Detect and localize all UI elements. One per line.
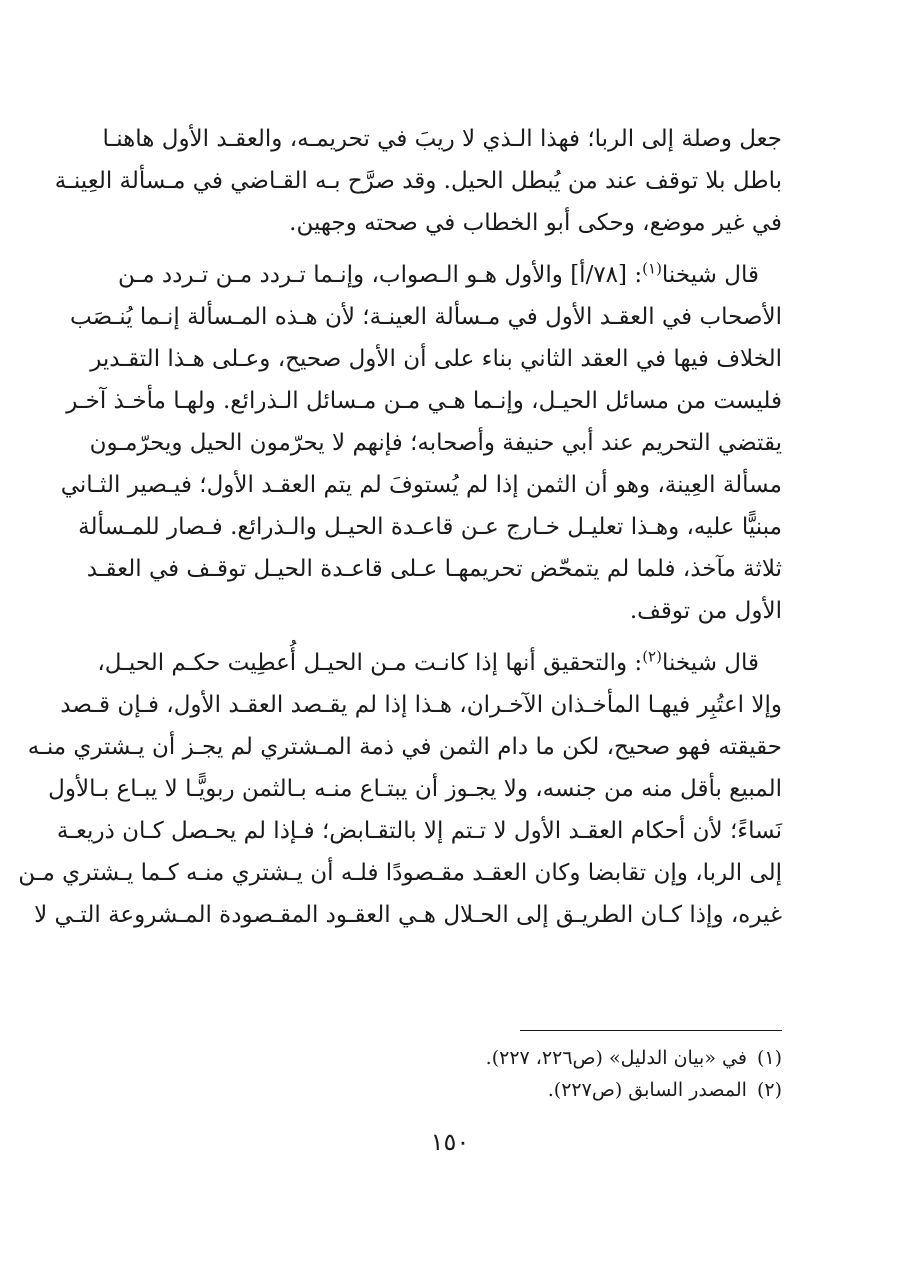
text-line: جعل وصلة إلى الربا؛ فهذا الـذي لا ريبَ في تحريمـه، والعقـد الأول هاهنـا <box>102 126 782 152</box>
paragraph-lead: قال شيخنا <box>661 262 760 288</box>
text-line: حقيقته فهو صحيح، لكن ما دام الثمن في ذمة المـشتري لم يجـز أن يـشتري منـه <box>27 734 782 760</box>
footnote-separator <box>520 1030 782 1031</box>
footnote-number: (٢) <box>756 1079 782 1101</box>
footnote-text: المصدر السابق (ص٢٢٧). <box>547 1079 747 1101</box>
footnote-number: (١) <box>756 1047 782 1069</box>
text-line: ثلاثة مآخذ، فلما لم يتمحّض تحريمهـا عـلى قاعـدة الحيـل توقـف في العقـد <box>86 556 782 582</box>
paragraph-1 <box>54 118 782 244</box>
text-line: الأول من توقف. <box>629 598 782 624</box>
text-line: فليست من مسائل الحيـل، وإنـما هـي مـن مـسائل الـذرائع. ولهـا مأخـذ آخـر <box>66 388 782 414</box>
text-line: الأصحاب في العقـد الأول في مـسألة العينـة؛ لأن هـذه المـسألة إنـما يُنـصَب <box>70 304 782 330</box>
paragraph-lead: قال شيخنا <box>661 650 759 676</box>
footnote-text: في «بيان الدليل» (ص٢٢٦، ٢٢٧). <box>485 1047 747 1069</box>
text-line-first <box>97 642 782 684</box>
text-line-first <box>118 254 782 296</box>
paragraph-lead-rest: : [٧٨/أ] والأول هـو الـصواب، وإنـما تـردد مـن تـردد مـن <box>118 262 643 288</box>
text-line: يقتضي التحريم عند أبي حنيفة وأصحابه؛ فإنهم لا يحرّمون الحيل ويحرّمـون <box>89 430 782 456</box>
footnote-1 <box>118 1042 782 1074</box>
footnotes <box>118 1042 782 1106</box>
text-line: نَساءً؛ لأن أحكام العقـد الأول لا تـتم إلا بالتقـابض؛ فـإذا لم يحـصل كـان ذريعـة <box>56 818 782 844</box>
page-body <box>18 118 782 936</box>
text-line: غيره، وإذا كـان الطريـق إلى الحـلال هـي العقـود المقـصودة المـشروعة التـي لا <box>34 902 782 928</box>
text-line: باطل بلا توقف عند من يُبطل الحيل. وقد صرَّح بـه القـاضي في مـسألة العِينـة <box>54 168 782 194</box>
paragraph-3 <box>18 642 782 936</box>
text-line: في غير موضع، وحكى أبو الخطاب في صحته وجهين. <box>289 210 782 236</box>
footnote-ref-1: (١) <box>642 259 662 278</box>
page-number: ١٥٠ <box>430 1128 470 1156</box>
text-line: إلى الربا، وإن تقابضا وكان العقـد مقـصودًا فلـه أن يـشتري منـه كـما يـشتري مـن <box>18 860 782 886</box>
footnote-2 <box>118 1074 782 1106</box>
text-line: الخلاف فيها في العقد الثاني بناء على أن الأول صحيح، وعـلى هـذا التقـدير <box>90 346 782 372</box>
text-line: وإلا اعتُبِر فيهـا المأخـذان الآخـران، هـذا إذا لم يقـصد العقـد الأول، فـإن قـصد <box>60 692 782 718</box>
text-line: مبنيًّا عليه، وهـذا تعليـل خـارج عـن قاعـدة الحيـل والـذرائع. فـصار للمـسألة <box>78 514 782 540</box>
text-line: المبيع بأقل منه من جنسه، ولا يجـوز أن يبتـاع منـه بـالثمن ربويًّـا لا يبـاع بـالأول <box>48 776 782 802</box>
text-line: مسألة العِينة، وهو أن الثمن إذا لم يُستوفَ لم يتم العقـد الأول؛ فيـصير الثـاني <box>60 472 782 498</box>
paragraph-2 <box>60 254 782 632</box>
paragraph-lead-rest: : والتحقيق أنها إذا كانـت مـن الحيـل أُعطِيت حكـم الحيـل، <box>97 650 643 676</box>
footnote-ref-2: (٢) <box>642 647 662 666</box>
